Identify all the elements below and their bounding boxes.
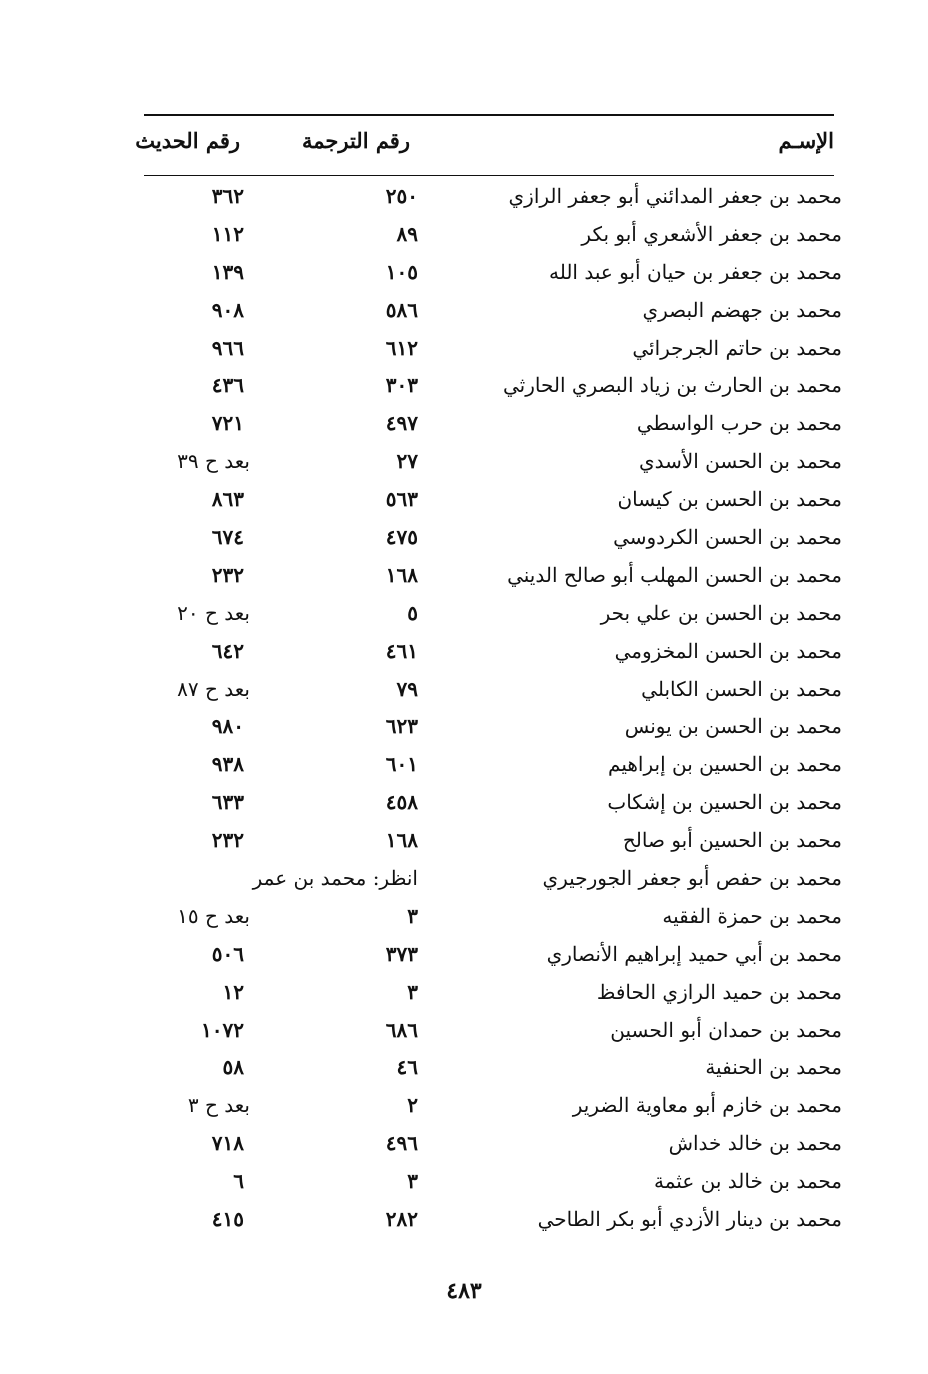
table-row [0, 1129, 928, 1167]
hadith-number: ١٢ [222, 979, 244, 1004]
hadith-number: بعد ح ٨٧ [177, 676, 250, 701]
table-row [0, 788, 928, 826]
narrator-name: محمد بن خازم أبو معاوية الضرير [572, 1093, 842, 1118]
hadith-number: ١٠٧٢ [201, 1017, 244, 1042]
column-header-name: الإسـم [778, 128, 834, 153]
tarjama-number: ٤٩٧ [385, 411, 418, 436]
tarjama-number: ٤٥٨ [385, 790, 418, 815]
narrator-name: محمد بن جعفر بن حيان أبو عبد الله [548, 259, 842, 284]
tarjama-number: ٨٩ [396, 221, 418, 246]
cross-reference: انظر: محمد بن عمر [252, 866, 418, 891]
tarjama-number: ٢٥٠ [385, 184, 418, 208]
hadith-number: ١٣٩ [211, 259, 244, 284]
hadith-number: ٩٦٦ [211, 335, 244, 360]
table-row [0, 220, 928, 258]
narrator-name: محمد بن جهضم البصري [642, 297, 842, 322]
table-row [0, 1053, 928, 1091]
narrator-name: محمد بن الحسن المخزومي [614, 638, 842, 663]
narrator-name: محمد بن الحسين أبو صالح [622, 828, 842, 853]
table-row [0, 1091, 928, 1129]
table-row [0, 712, 928, 750]
hadith-number: ٨٦٣ [211, 487, 244, 512]
hadith-number: ٩٨٠ [211, 714, 244, 739]
narrator-name: محمد بن الحسين بن إشكاب [607, 790, 842, 815]
hadith-number: ٣٦٢ [211, 184, 244, 208]
hadith-number: بعد ح ٣٩ [177, 449, 250, 474]
table-row [0, 864, 928, 902]
narrator-name: محمد بن حرب الواسطي [636, 411, 842, 436]
narrator-name: محمد بن الحسن بن علي بحر [600, 600, 842, 625]
header-rule [144, 175, 834, 176]
tarjama-number: ٣٧٣ [385, 941, 418, 966]
tarjama-number: ٤٦١ [385, 638, 418, 663]
hadith-number: ٦٣٣ [211, 790, 244, 815]
hadith-number: بعد ح ٢٠ [177, 600, 250, 625]
narrator-name: محمد بن جعفر المدائني أبو جعفر الرازي [508, 184, 842, 208]
tarjama-number: ٤٧٥ [385, 525, 418, 550]
hadith-number: ٦٧٤ [211, 525, 244, 550]
narrator-name: محمد بن جعفر الأشعري أبو بكر [581, 221, 842, 246]
hadith-number: ٤٣٦ [211, 373, 244, 398]
hadith-number: ٥٠٦ [211, 941, 244, 966]
narrator-name: محمد بن الحسن المهلب أبو صالح الديني [507, 562, 842, 587]
tarjama-number: ٣ [407, 979, 418, 1004]
table-row [0, 750, 928, 788]
table-row [0, 334, 928, 372]
hadith-number: ٢٣٢ [211, 562, 244, 587]
narrator-name: محمد بن الحسن الأسدي [638, 449, 842, 474]
table-row [0, 447, 928, 485]
tarjama-number: ٢ [407, 1093, 418, 1118]
narrator-name: محمد بن حفص أبو جعفر الجورجيري [542, 866, 842, 891]
tarjama-number: ٥٨٦ [385, 297, 418, 322]
table-row [0, 637, 928, 675]
table-row [0, 182, 928, 220]
table-row [0, 485, 928, 523]
narrator-name: محمد بن خالد بن عثمة [654, 1169, 842, 1194]
tarjama-number: ٦٨٦ [385, 1017, 418, 1042]
table-row [0, 940, 928, 978]
hadith-number: ٩٠٨ [211, 297, 244, 322]
hadith-number: ٤١٥ [211, 1207, 244, 1232]
narrator-name: محمد بن حاتم الجرجرائي [632, 335, 842, 360]
tarjama-number: ٣ [407, 1169, 418, 1194]
tarjama-number: ٦٢٣ [385, 714, 418, 739]
narrator-name: محمد بن خالد خداش [668, 1131, 842, 1156]
hadith-number: ٩٣٨ [211, 752, 244, 777]
tarjama-number: ٧٩ [396, 676, 418, 701]
narrator-name: محمد بن حمزة الفقيه [662, 903, 842, 928]
narrator-name: محمد بن الحسن الكابلي [641, 676, 842, 701]
table-row [0, 371, 928, 409]
narrator-name: محمد بن الحنفية [705, 1055, 842, 1080]
table-row [0, 409, 928, 447]
table-row [0, 902, 928, 940]
table-row [0, 599, 928, 637]
tarjama-number: ٤٦ [396, 1055, 418, 1080]
narrator-name: محمد بن دينار الأزدي أبو بكر الطاحي [537, 1207, 842, 1232]
narrator-name: محمد بن الحسن بن يونس [624, 714, 842, 739]
table-row [0, 523, 928, 561]
hadith-number: ١١٢ [211, 221, 244, 246]
narrator-name: محمد بن الحارث بن زياد البصري الحارثي [502, 373, 842, 398]
tarjama-number: ٥ [407, 600, 418, 625]
column-header-tarjama: رقم الترجمة [301, 128, 410, 153]
table-row [0, 978, 928, 1016]
hadith-number: ٥٨ [222, 1055, 244, 1080]
table-row [0, 675, 928, 713]
table-row [0, 826, 928, 864]
tarjama-number: ٢٧ [396, 449, 418, 474]
tarjama-number: ٦٠١ [385, 752, 418, 777]
index-table [0, 182, 928, 1243]
narrator-name: محمد بن الحسين بن إبراهيم [608, 752, 842, 777]
hadith-number: ٦٤٢ [211, 638, 244, 663]
table-row [0, 258, 928, 296]
column-header-hadith: رقم الحديث [135, 128, 240, 153]
tarjama-number: ١٦٨ [385, 828, 418, 853]
table-row [0, 561, 928, 599]
table-row [0, 1205, 928, 1243]
narrator-name: محمد بن حميد الرازي الحافظ [596, 979, 842, 1004]
table-row [0, 1167, 928, 1205]
tarjama-number: ٣ [407, 903, 418, 928]
hadith-number: ٦ [233, 1169, 244, 1194]
tarjama-number: ٣٠٣ [385, 373, 418, 398]
hadith-number: بعد ح ١٥ [177, 903, 250, 928]
tarjama-number: ٦١٢ [385, 335, 418, 360]
tarjama-number: ١٠٥ [385, 259, 418, 284]
narrator-name: محمد بن حمدان أبو الحسين [610, 1017, 842, 1042]
hadith-number: ٧١٨ [211, 1131, 244, 1156]
table-row [0, 296, 928, 334]
hadith-number: ٢٣٢ [211, 828, 244, 853]
narrator-name: محمد بن أبي حميد إبراهيم الأنصاري [546, 941, 842, 966]
table-row [0, 1016, 928, 1054]
narrator-name: محمد بن الحسن بن كيسان [617, 487, 842, 512]
tarjama-number: ٢٨٢ [385, 1207, 418, 1232]
hadith-number: ٧٢١ [211, 411, 244, 436]
tarjama-number: ٤٩٦ [385, 1131, 418, 1156]
tarjama-number: ٥٦٣ [385, 487, 418, 512]
page-number: ٤٨٣ [446, 1278, 482, 1304]
tarjama-number: ١٦٨ [385, 562, 418, 587]
hadith-number: بعد ح ٣ [187, 1093, 250, 1118]
top-rule [144, 114, 834, 116]
narrator-name: محمد بن الحسن الكردوسي [613, 525, 842, 550]
